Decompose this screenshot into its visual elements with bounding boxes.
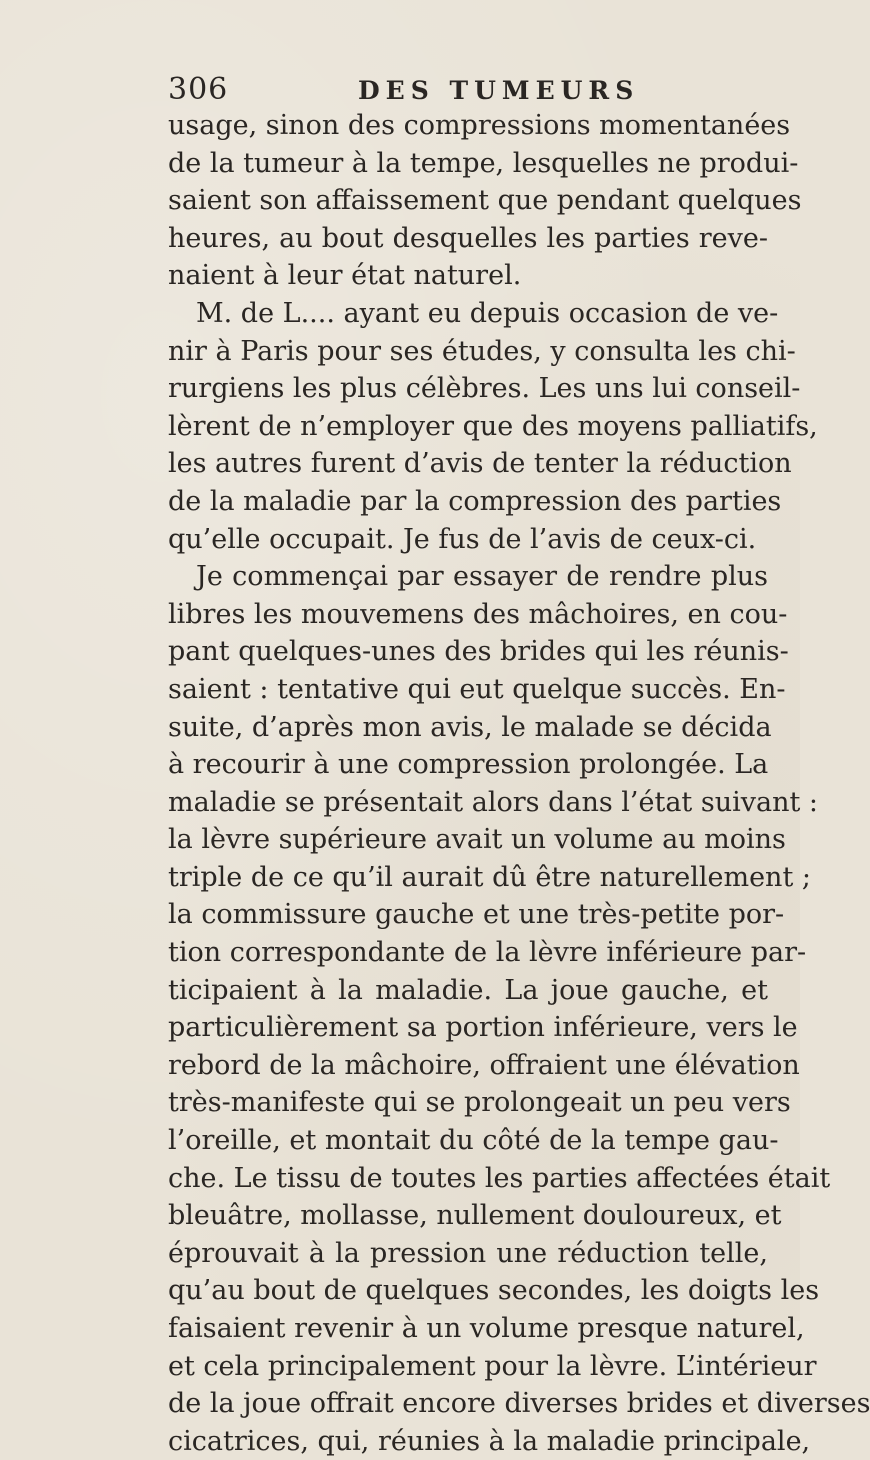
- text-line: bleuâtre, mollasse, nullement douloureux, et: [168, 1200, 782, 1232]
- paragraph: [168, 107, 802, 295]
- text-line: heures, au bout desquelles les parties reve-: [168, 222, 768, 254]
- text-line: pant quelques-unes des brides qui les réunis-: [168, 636, 789, 668]
- text-line: M. de L.... ayant eu depuis occasion de ve-: [196, 297, 779, 329]
- running-head: DES TUMEURS: [358, 76, 640, 105]
- text-line: de la tumeur à la tempe, lesquelles ne produi-: [168, 147, 799, 179]
- text-line: cicatrices, qui, réunies à la maladie principale,: [168, 1425, 811, 1457]
- blank-margin: [0, 920, 831, 1321]
- text-line: lèrent de n’employer que des moyens palliatifs,: [168, 410, 818, 442]
- text-line: les autres furent d’avis de tenter la réduction: [168, 448, 792, 480]
- text-line: usage, sinon des compressions momentanées: [168, 110, 791, 141]
- text-line: qu’elle occupait. Je fus de l’avis de ceux-ci.: [168, 523, 757, 555]
- text-line: nir à Paris pour ses études, y consulta les chi-: [168, 335, 796, 367]
- text-line: Je commençai par essayer de rendre plus: [196, 561, 768, 593]
- text-line: et cela principalement pour la lèvre. L’intérieur: [168, 1350, 817, 1382]
- page-header: [168, 72, 728, 112]
- text-line: saient : tentative qui eut quelque succès. En-: [168, 673, 786, 705]
- text-line: che. Le tissu de toutes les parties affectées était: [168, 1162, 831, 1194]
- text-line: faisaient revenir à un volume presque naturel,: [168, 1313, 805, 1344]
- text-line: éprouvait à la pression une réduction telle,: [168, 1237, 768, 1269]
- text-line: particulièrement sa portion inférieure, vers le: [168, 1012, 798, 1044]
- text-line: maladie se présentait alors dans l’état suivant :: [168, 786, 819, 818]
- page-number: 306: [168, 72, 229, 107]
- text-line: ticipaient à la maladie. La joue gauche, et: [168, 974, 768, 1006]
- text-line: rurgiens les plus célèbres. Les uns lui conseil-: [168, 373, 801, 405]
- text-line: libres les mouvemens des mâchoires, en cou-: [168, 598, 788, 630]
- text-line: la commissure gauche et une très-petite por-: [168, 899, 785, 931]
- text-line: tion correspondante de la lèvre inférieure par-: [168, 937, 807, 969]
- text-line: saient son affaissement que pendant quelques: [168, 185, 802, 217]
- text-line: qu’au bout de quelques secondes, les doigts les: [168, 1275, 820, 1307]
- text-line: naient à leur état naturel.: [168, 260, 522, 292]
- paragraph: [168, 295, 818, 558]
- text-line: l’oreille, et montait du côté de la tempe gau-: [168, 1125, 779, 1157]
- text-line: à recourir à une compression prolongée. La: [168, 749, 769, 781]
- text-line: triple de ce qu’il aurait dû être naturellement ;: [168, 861, 811, 893]
- text-line: de la joue offrait encore diverses brides et diverses: [168, 1388, 870, 1420]
- text-line: très-manifeste qui se prolongeait un peu vers: [168, 1087, 791, 1119]
- text-line: suite, d’après mon avis, le malade se décida: [168, 711, 772, 743]
- text-line: la lèvre supérieure avait un volume au moins: [168, 824, 786, 856]
- text-line: rebord de la mâchoire, offraient une élévation: [168, 1049, 800, 1081]
- text-line: de la maladie par la compression des parties: [168, 485, 782, 517]
